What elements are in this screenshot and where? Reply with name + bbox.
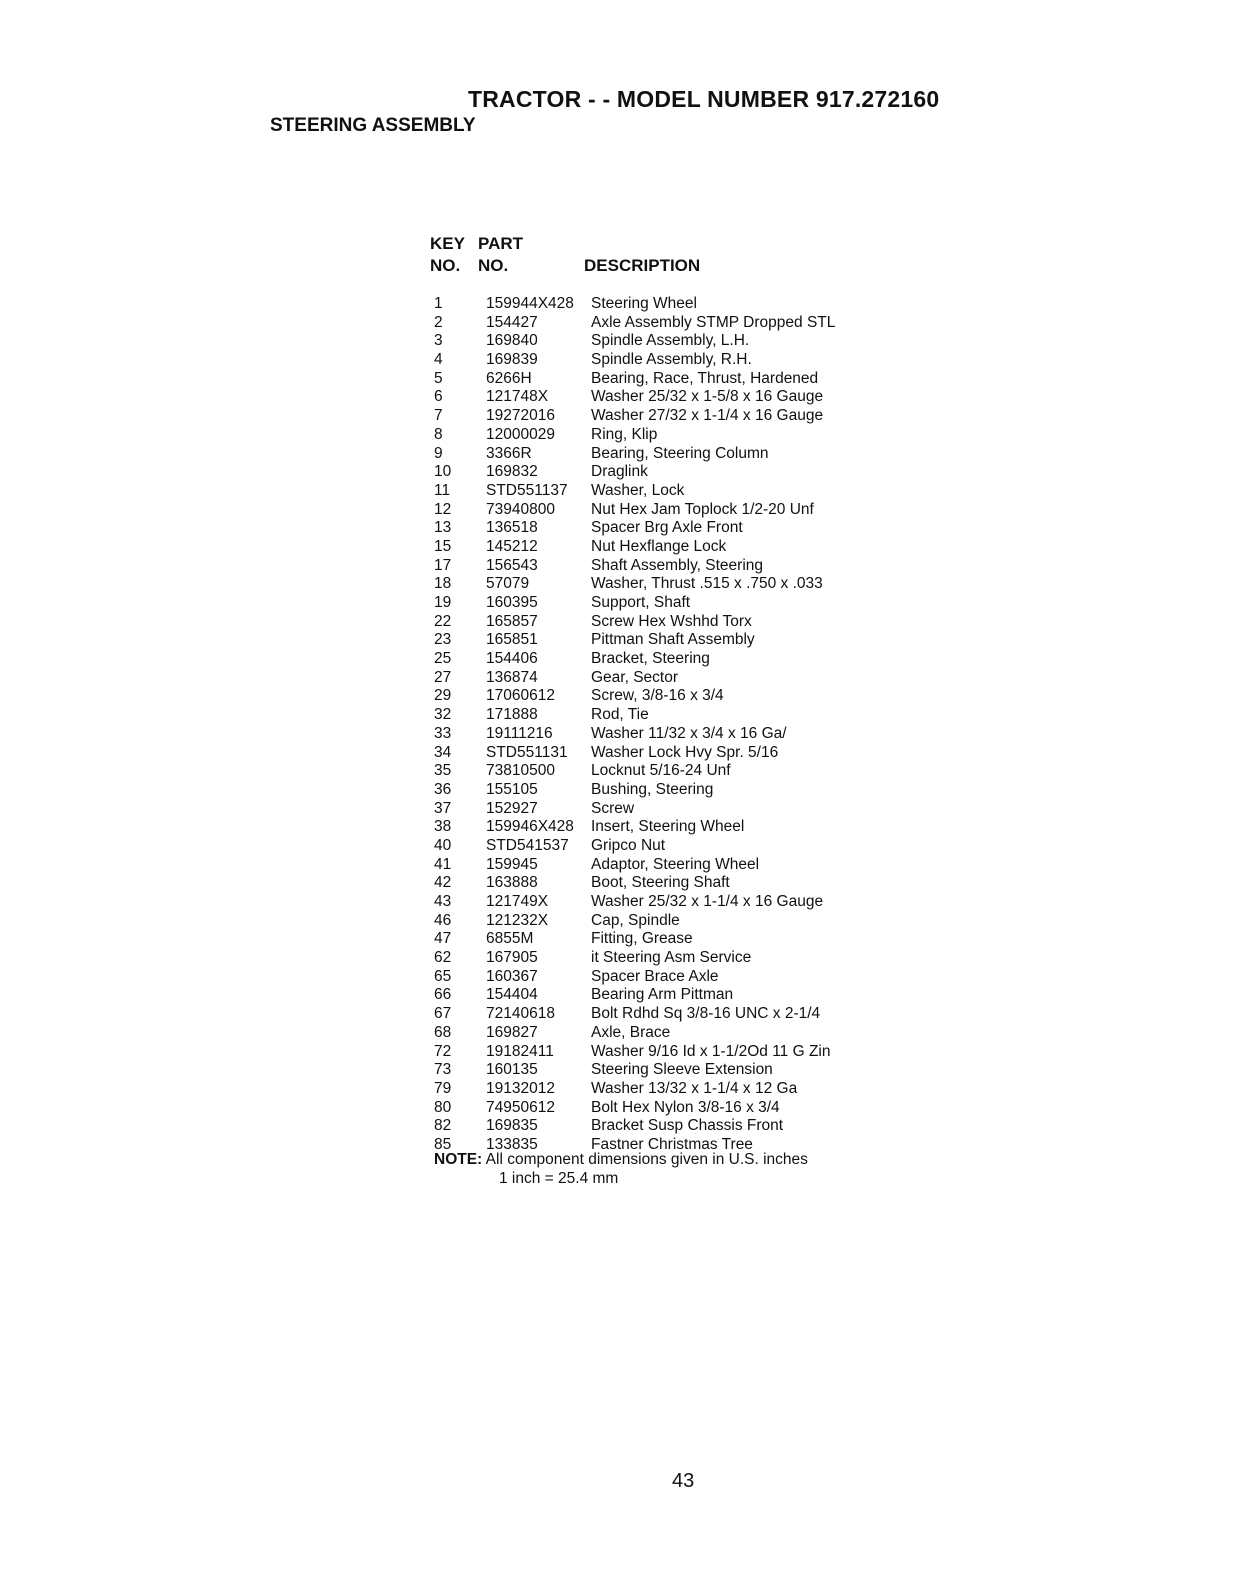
key-no-cell: 25: [434, 650, 452, 668]
description-cell: Draglink: [591, 463, 648, 481]
part-no-cell: 121749X: [486, 893, 549, 910]
description-cell: Adaptor, Steering Wheel: [591, 855, 760, 873]
description-cell: Screw Hex Wshhd Torx: [591, 612, 752, 630]
part-no-cell: 6855M: [486, 930, 534, 948]
key-no-cell: 12: [434, 500, 452, 518]
key-no-cell: 11: [434, 481, 451, 499]
part-no-cell: 19132012: [486, 1079, 555, 1097]
part-no-cell: 165851: [486, 631, 538, 649]
key-no-cell: 42: [434, 874, 452, 892]
part-no-cell: 145212: [486, 537, 538, 555]
key-no-cell: 38: [434, 818, 452, 836]
part-no-cell: 19111216: [486, 724, 553, 742]
part-no-cell: 159945: [486, 855, 538, 873]
description-cell: Axle, Brace: [591, 1023, 671, 1041]
key-no-cell: 68: [434, 1023, 452, 1041]
description-cell: Spindle Assembly, R.H.: [591, 351, 752, 369]
part-no-header: [478, 233, 523, 277]
key-no-cell: 18: [434, 575, 452, 593]
description-cell: Bushing, Steering: [591, 780, 714, 798]
description-cell: Shaft Assembly, Steering: [591, 556, 764, 574]
key-no-cell: 37: [434, 799, 452, 817]
part-no-cell: 154406: [486, 650, 538, 668]
part-no-cell: 136518: [486, 519, 538, 537]
key-no-cell: 73: [434, 1061, 452, 1079]
key-no-cell: 15: [434, 537, 452, 555]
part-no-cell: 19182411: [486, 1042, 554, 1060]
part-header-line1: PART: [478, 234, 524, 253]
key-no-cell: 27: [434, 668, 452, 686]
key-no-cell: 34: [434, 743, 452, 761]
part-no-cell: 133835: [486, 1135, 538, 1153]
description-header: DESCRIPTION: [584, 256, 701, 275]
note-label: NOTE:: [434, 1151, 483, 1168]
description-cell: Gripco Nut: [591, 836, 666, 854]
key-no-cell: 47: [434, 930, 452, 948]
description-cell: Locknut 5/16-24 Unf: [591, 762, 731, 780]
part-no-cell: 57079: [486, 575, 530, 593]
key-header-line2: NO.: [430, 256, 461, 275]
description-cell: Nut Hexflange Lock: [591, 537, 727, 555]
key-no-cell: 22: [434, 612, 452, 630]
description-cell: Bolt Hex Nylon 3/8-16 x 3/4: [591, 1098, 780, 1116]
description-cell: Bracket Susp Chassis Front: [591, 1117, 784, 1135]
part-no-cell: 19272016: [486, 407, 555, 425]
description-cell: Gear, Sector: [591, 668, 679, 686]
part-no-cell: 74950612: [486, 1098, 555, 1116]
description-cell: Washer 9/16 Id x 1-1/2Od 11 G Zin: [591, 1042, 831, 1060]
description-cell: Spacer Brg Axle Front: [591, 519, 743, 537]
part-no-cell: 155105: [486, 780, 538, 798]
dimension-note: [434, 1150, 808, 1169]
key-no-cell: 6: [434, 388, 443, 406]
key-no-cell: 66: [434, 986, 452, 1004]
part-no-cell: 12000029: [486, 425, 555, 443]
description-cell: Boot, Steering Shaft: [591, 874, 730, 892]
key-no-cell: 2: [434, 313, 443, 331]
description-cell: Washer Lock Hvy Spr. 5/16: [591, 743, 779, 761]
description-cell: Axle Assembly STMP Dropped STL: [591, 313, 836, 331]
description-cell: Spacer Brace Axle: [591, 967, 719, 985]
part-no-cell: 152927: [486, 799, 538, 817]
part-no-cell: 160395: [486, 594, 538, 611]
key-no-cell: 79: [434, 1079, 452, 1097]
description-cell: Fastner Christmas Tree: [591, 1135, 753, 1153]
key-no-header: [430, 233, 465, 277]
key-no-cell: 72: [434, 1042, 452, 1060]
key-no-cell: 36: [434, 780, 452, 798]
part-no-cell: 165857: [486, 612, 538, 630]
key-no-cell: 41: [434, 855, 452, 873]
key-no-cell: 7: [434, 407, 443, 425]
key-no-cell: 13: [434, 519, 452, 537]
part-no-cell: 17060612: [486, 687, 555, 705]
description-cell: Nut Hex Jam Toplock 1/2-20 Unf: [591, 500, 814, 518]
description-cell: Spindle Assembly, L.H.: [591, 332, 750, 350]
part-no-cell: 154404: [486, 986, 538, 1004]
section-title: STEERING ASSEMBLY: [270, 115, 476, 136]
description-cell: Steering Sleeve Extension: [591, 1061, 773, 1079]
part-no-cell: 154427: [486, 313, 538, 331]
description-cell: Washer 13/32 x 1-1/4 x 12 Ga: [591, 1079, 798, 1097]
part-no-cell: 121232X: [486, 911, 549, 929]
key-no-cell: 43: [434, 893, 452, 910]
key-no-cell: 3: [434, 332, 443, 350]
key-no-cell: 46: [434, 911, 452, 929]
part-no-cell: 160367: [486, 967, 538, 985]
page-number: 43: [672, 1470, 695, 1492]
description-cell: Insert, Steering Wheel: [591, 818, 745, 836]
part-no-cell: 136874: [486, 668, 538, 686]
description-cell: Washer, Thrust .515 x .750 x .033: [591, 575, 823, 593]
part-no-cell: 6266H: [486, 369, 532, 387]
key-no-cell: 85: [434, 1135, 452, 1153]
description-cell: Steering Wheel: [591, 295, 697, 312]
part-no-cell: STD551131: [486, 743, 568, 761]
part-no-cell: 159946X428: [486, 818, 574, 836]
description-cell: Washer 25/32 x 1-1/4 x 16 Gauge: [591, 893, 824, 910]
description-cell: it Steering Asm Service: [591, 949, 752, 967]
part-no-cell: 171888: [486, 706, 538, 724]
key-no-cell: 29: [434, 687, 452, 705]
key-no-cell: 82: [434, 1117, 452, 1135]
description-cell: Support, Shaft: [591, 594, 691, 611]
description-cell: Bearing Arm Pittman: [591, 986, 734, 1004]
key-no-cell: 23: [434, 631, 452, 649]
part-header-line2: NO.: [478, 256, 509, 275]
key-no-cell: 40: [434, 836, 452, 854]
description-cell: Washer 27/32 x 1-1/4 x 16 Gauge: [591, 407, 824, 425]
part-no-cell: 156543: [486, 556, 538, 574]
description-cell: Bearing, Race, Thrust, Hardened: [591, 369, 819, 387]
key-no-cell: 9: [434, 444, 443, 462]
key-no-cell: 32: [434, 706, 452, 724]
part-no-cell: STD541537: [486, 836, 569, 854]
key-no-cell: 17: [434, 556, 452, 574]
key-no-cell: 10: [434, 463, 452, 481]
part-no-cell: 3366R: [486, 444, 532, 462]
description-cell: Pittman Shaft Assembly: [591, 631, 755, 649]
part-no-cell: 169840: [486, 332, 538, 350]
part-no-cell: 73940800: [486, 500, 555, 518]
description-cell: Cap, Spindle: [591, 911, 680, 929]
part-no-cell: 169827: [486, 1023, 538, 1041]
description-cell: Bracket, Steering: [591, 650, 710, 668]
part-no-cell: 159944X428: [486, 295, 574, 312]
description-cell: Bearing, Steering Column: [591, 444, 769, 462]
key-no-cell: 5: [434, 369, 443, 387]
description-cell: Rod, Tie: [591, 706, 649, 724]
description-cell: Fitting, Grease: [591, 930, 693, 948]
part-no-cell: 160135: [486, 1061, 538, 1079]
description-cell: Bolt Rdhd Sq 3/8-16 UNC x 2-1/4: [591, 1005, 821, 1023]
note-line2: 1 inch = 25.4 mm: [499, 1170, 619, 1187]
description-cell: Washer 25/32 x 1-5/8 x 16 Gauge: [591, 388, 824, 406]
key-no-cell: 65: [434, 967, 452, 985]
page-title: TRACTOR - - MODEL NUMBER 917.272160: [468, 86, 940, 112]
part-no-cell: 167905: [486, 949, 538, 967]
key-no-cell: 8: [434, 425, 443, 443]
part-no-cell: 72140618: [486, 1005, 555, 1023]
key-no-cell: 62: [434, 949, 452, 967]
part-no-cell: 163888: [486, 874, 538, 892]
key-no-cell: 80: [434, 1098, 452, 1116]
part-no-cell: 169835: [486, 1117, 538, 1135]
key-no-cell: 4: [434, 351, 443, 369]
key-no-cell: 35: [434, 762, 452, 780]
part-no-cell: 73810500: [486, 762, 555, 780]
description-cell: Washer, Lock: [591, 481, 685, 499]
part-no-cell: 121748X: [486, 388, 549, 406]
key-no-cell: 33: [434, 724, 452, 742]
part-no-cell: 169839: [486, 351, 538, 369]
description-cell: Screw, 3/8-16 x 3/4: [591, 687, 724, 705]
key-no-cell: 1: [434, 295, 443, 312]
key-header-line1: KEY: [430, 234, 465, 253]
description-cell: Ring, Klip: [591, 425, 658, 443]
note-line1: All component dimensions given in U.S. inches: [485, 1151, 808, 1168]
part-no-cell: 169832: [486, 463, 538, 481]
description-cell: Washer 11/32 x 3/4 x 16 Ga/: [591, 724, 787, 742]
description-cell: Screw: [591, 799, 635, 817]
key-no-cell: 67: [434, 1005, 452, 1023]
part-no-cell: STD551137: [486, 481, 568, 499]
key-no-cell: 19: [434, 594, 452, 611]
